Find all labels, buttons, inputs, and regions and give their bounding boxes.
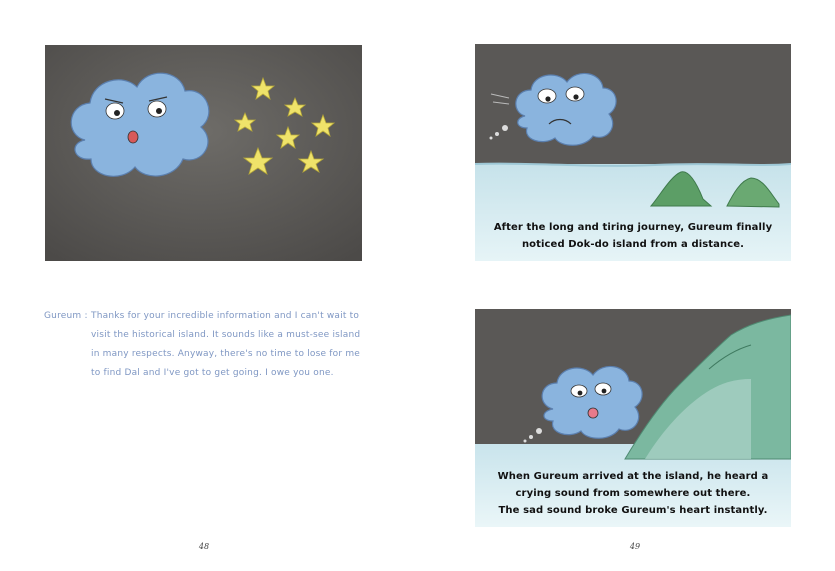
page-number-right: 49: [629, 542, 641, 551]
caption-top-line-1: After the long and tiring journey, Gureum finally: [493, 222, 773, 233]
caption-bottom-line-3: The sad sound broke Gureum's heart instantly.: [498, 505, 768, 516]
illustration-arrival-at-island: [475, 309, 791, 527]
left-page: [0, 0, 417, 571]
speech-text: Thanks for your incredible information and I can't wait to visit the historical island. It sounds like a must-see island in many respects. Anyway, there's no time to lose for me to find Dal and I've got to get going. I owe you one.: [91, 311, 361, 378]
caption-bottom-line-2: crying sound from somewhere out there.: [515, 488, 751, 499]
illustration-cloud-and-stars: [45, 45, 362, 261]
illustration-approaching-island: [475, 44, 791, 261]
right-page: [418, 0, 835, 571]
speaker-label: Gureum :: [44, 311, 88, 321]
page-number-left: 48: [198, 542, 210, 551]
caption-bottom-line-1: When Gureum arrived at the island, he heard a: [497, 471, 769, 482]
caption-top-line-2: noticed Dok-do island from a distance.: [521, 239, 745, 250]
caption-top: [475, 219, 791, 253]
caption-bottom: [475, 468, 791, 519]
